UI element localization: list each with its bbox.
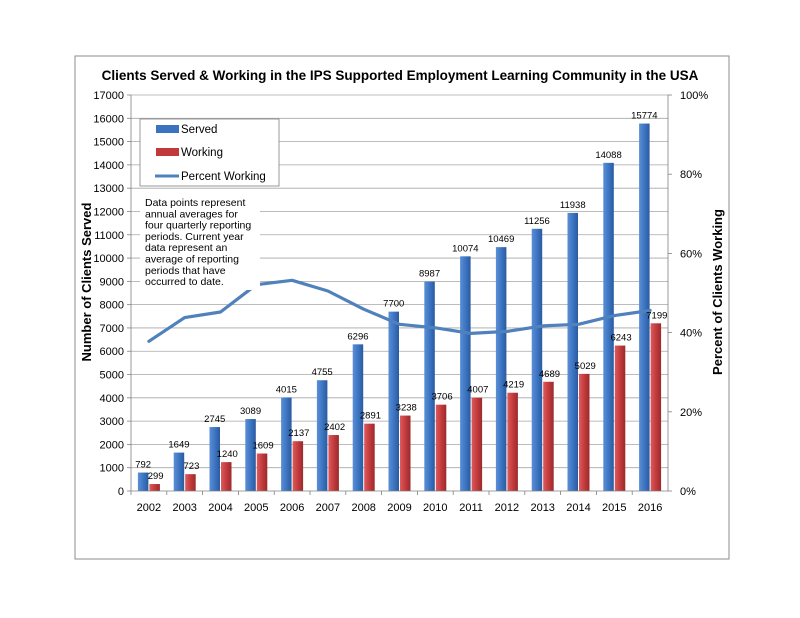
y-tick-label: 9000: [99, 276, 124, 289]
bar-served: [281, 397, 292, 491]
bar-working: [328, 435, 339, 491]
annotation-line: average of reporting: [145, 253, 239, 266]
y-tick-label: 16000: [93, 113, 124, 126]
y-tick-label: 15000: [93, 136, 124, 149]
y-tick-label: 7000: [99, 322, 124, 335]
bar-working: [221, 462, 232, 491]
served-value-label: 2745: [204, 414, 226, 426]
annotation-line: annual averages for: [145, 208, 238, 221]
bar-working: [507, 393, 518, 491]
legend-served-swatch: [156, 125, 179, 133]
y2-axis-title: Percent of Clients Working: [710, 209, 725, 375]
y-axis-title: Number of Clients Served: [79, 202, 94, 362]
x-tick-label: 2013: [530, 502, 555, 514]
x-tick-label: 2009: [387, 502, 412, 514]
y-tick-label: 3000: [99, 416, 124, 429]
y-tick-label: 8000: [99, 299, 124, 312]
x-tick-label: 2014: [566, 502, 591, 514]
y-tick-label: 12000: [93, 206, 124, 219]
bar-working: [364, 424, 375, 491]
bar-served: [317, 380, 328, 491]
bar-working: [579, 374, 590, 491]
annotation-note: [140, 196, 260, 290]
x-tick-label: 2003: [172, 502, 197, 514]
working-value-label: 4219: [503, 379, 525, 391]
y-tick-label: 1000: [99, 462, 124, 475]
y-tick-label: 11000: [94, 229, 124, 242]
x-tick-label: 2011: [459, 502, 483, 514]
annotation-line: periods. Current year: [145, 230, 244, 243]
working-value-label: 3706: [431, 391, 453, 403]
annotation-line: Data points represent: [145, 197, 246, 209]
chart-title: Clients Served & Working in the IPS Supported Employment Learning Community in the USA: [101, 68, 699, 83]
working-value-label: 299: [147, 471, 164, 483]
working-value-label: 2402: [324, 422, 346, 434]
bar-served: [424, 282, 435, 491]
x-tick-label: 2007: [315, 502, 341, 514]
x-tick-label: 2006: [279, 502, 305, 514]
x-tick-label: 2008: [351, 502, 376, 514]
x-tick-label: 2002: [136, 502, 162, 514]
working-value-label: 2891: [359, 410, 382, 422]
bar-working: [185, 474, 196, 491]
served-value-label: 15774: [631, 110, 658, 122]
x-tick-label: 2016: [637, 502, 663, 514]
y-tick-label: 5000: [99, 369, 124, 382]
legend-served-label: Served: [181, 124, 218, 136]
bar-served: [639, 124, 650, 491]
served-value-label: 11938: [559, 199, 586, 211]
bar-working: [436, 405, 447, 491]
bar-served: [245, 419, 256, 491]
y-tick-label: 10000: [93, 253, 124, 266]
working-value-label: 4689: [538, 368, 561, 380]
served-value-label: 1649: [168, 439, 190, 451]
y2-tick-label: 100%: [680, 90, 709, 102]
bar-working: [615, 346, 626, 491]
y2-tick-label: 0%: [680, 486, 696, 498]
y-tick-label: 6000: [99, 346, 124, 359]
bar-working: [543, 382, 554, 491]
bar-served: [460, 256, 471, 491]
x-tick-label: 2012: [494, 502, 520, 514]
legend-working-swatch: [156, 148, 179, 156]
served-value-label: 4755: [311, 367, 333, 379]
served-value-label: 11256: [524, 215, 550, 227]
annotation-line: four quarterly reporting: [145, 219, 252, 232]
working-value-label: 7199: [646, 310, 668, 322]
y-tick-label: 0: [117, 486, 124, 498]
x-tick-label: 2004: [208, 502, 233, 514]
y2-tick-label: 40%: [680, 327, 703, 340]
served-value-label: 792: [135, 459, 152, 471]
served-value-label: 7700: [383, 298, 405, 310]
served-value-label: 8987: [418, 268, 441, 280]
bar-served: [568, 213, 579, 491]
bar-working: [400, 416, 411, 491]
working-value-label: 5029: [574, 360, 596, 372]
y2-tick-label: 80%: [680, 169, 703, 182]
legend: [140, 119, 279, 186]
working-value-label: 1240: [216, 449, 238, 461]
bar-working: [293, 441, 304, 491]
annotation-line: periods that have: [145, 264, 226, 277]
y-tick-label: 4000: [99, 392, 124, 405]
annotation-line: occurred to date.: [145, 276, 224, 289]
y-tick-label: 14000: [93, 159, 124, 172]
served-value-label: 10469: [487, 234, 515, 246]
served-value-label: 6296: [347, 331, 369, 343]
x-tick-label: 2010: [423, 502, 448, 514]
y-tick-label: 17000: [93, 90, 124, 102]
working-value-label: 723: [183, 461, 200, 473]
bar-working: [149, 484, 160, 491]
x-tick-label: 2005: [244, 502, 269, 514]
bar-served: [532, 229, 543, 491]
bar-working: [651, 323, 662, 491]
served-value-label: 4015: [275, 384, 297, 396]
y2-tick-label: 60%: [680, 248, 703, 261]
x-tick-label: 2015: [602, 502, 627, 514]
y-tick-label: 2000: [99, 439, 124, 452]
legend-percent-label: Percent Working: [181, 171, 266, 183]
y-tick-label: 13000: [93, 183, 124, 196]
legend-working-label: Working: [181, 147, 223, 159]
working-value-label: 3238: [395, 402, 417, 414]
bar-served: [496, 247, 507, 491]
working-value-label: 1609: [252, 440, 274, 452]
bar-served: [603, 163, 614, 491]
working-value-label: 6243: [610, 332, 632, 344]
working-value-label: 4007: [467, 384, 489, 396]
y2-tick-label: 20%: [680, 406, 703, 419]
served-value-label: 14088: [595, 149, 622, 161]
bar-working: [257, 454, 268, 491]
bar-working: [472, 398, 483, 491]
bar-served: [389, 312, 400, 491]
annotation-line: data represent an: [145, 242, 228, 255]
served-value-label: 3089: [239, 406, 262, 418]
served-value-label: 10074: [452, 243, 479, 255]
working-value-label: 2137: [288, 428, 310, 440]
